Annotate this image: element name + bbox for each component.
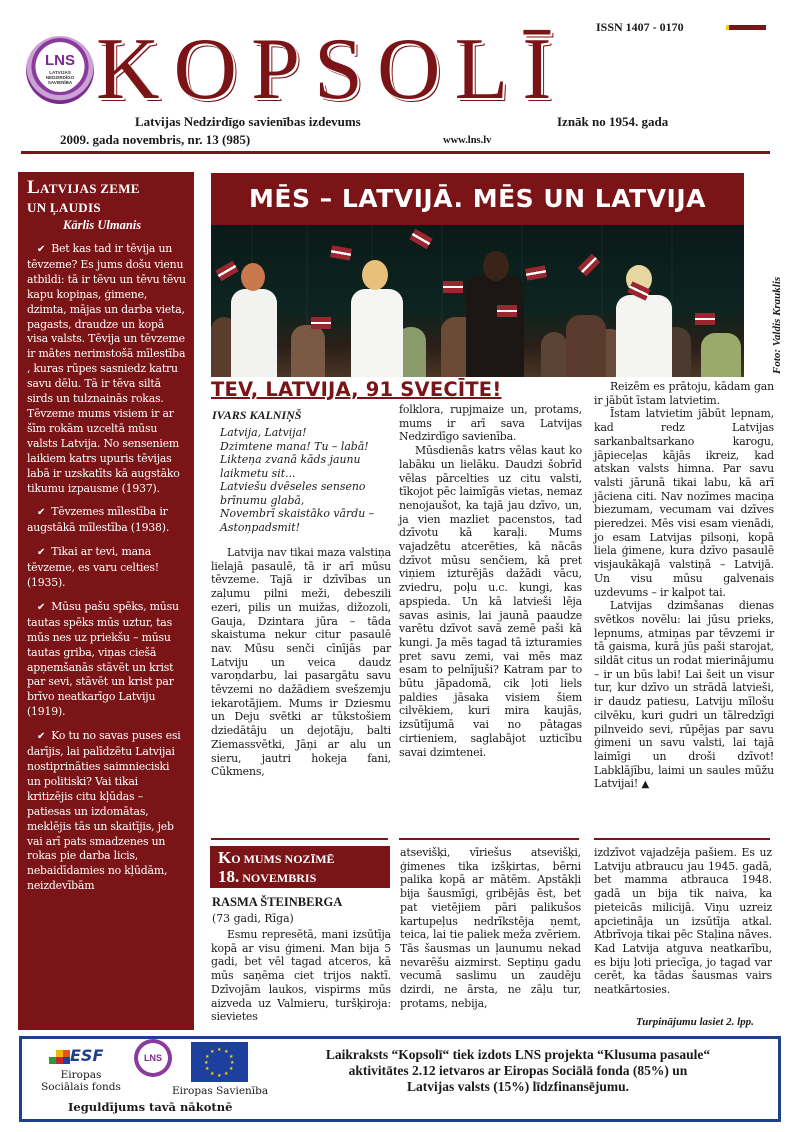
funding-statement: Laikraksts “Kopsolī“ tiek izdots LNS projekta “Klusuma pasaule“ aktivitātes 2.12 ietvaros ar Eiropas Sociālā fonda (85%) un Latvijas valsts (15%) līdzfinansējumu. — [325, 1047, 711, 1094]
article-paragraph: Mūsdienās katrs vēlas kaut ko labāku un lielāku. Daudzi šobrīd vēlas pārcelties uz citu valsti, tīkojot pēc laimīgās vietas, nemaz nenojaušot, ka tajā jau dzīvo, un, ja vien mazliet pacenstos, tad dzīvotu kā karaļi. Mums vajadzētu atcerēties, kā nācās dzīvot mūsu senčiem, kā pret viņiem izturējās dažādi vācu, zviedru, poļu u.c. kungi, kas apspieda. Un kā latvieši lēja savas asinis, lai jaunā paaudze varētu dzīvot savā zemē paši kā kungi. Ja mēs tagad tā izturamies pret savu zemi, vai mēs maz esam to pelnījuši? Katram par to būtu jāpadomā, cik ļoti liels paldies jāsaka visiem šiem cilvēkiem, kuri mira kaujās, izsūtījumā vai no pātagas cirtieniem, saglabājot uzticību savai dzimtenei. — [399, 444, 582, 759]
sidebar-quote: ✔ Bet kas tad ir tēvija un tēvzeme? Es jums došu vienu atbildi: tā ir tēvu un tēvu tēvu kapu kopiņas, ģimene, dzimta, mājas un darba vieta, pagasts, draudze un kopā visa valsts. Tēvija un tēvzeme ir mātes nerimstošā mīlestība , kuras rūpes sasniedz katru savu dēlu. Tā ir tēva siltā sirds un tulznainās rokas. Tēvzeme mums visiem ir ar šīm rokām uzceltā mūsu valsts Latvija. No senseniem laikiem katrs upuris tēvijas labā ir uzskatīts kā augstāko tikumu izpausme (1937). — [27, 242, 186, 495]
lower-story-column-2 — [400, 846, 581, 1010]
continue-note: Turpinājumu lasiet 2. lpp. — [636, 1016, 754, 1028]
sidebar-title: LATVIJAS ZEME UN ĻAUDIS — [27, 177, 140, 215]
masthead-divider — [21, 151, 770, 154]
article-title: TEV, LATVIJA, 91 SVECĪTE! — [211, 378, 502, 401]
poem-line: Likteņa zvanā kāds jaunu laikmetu sit... — [220, 453, 361, 480]
photo-credit: Foto: Valdis Krauklis — [771, 276, 783, 374]
publisher-line: Latvijas Nedzirdīgo savienības izdevums — [135, 114, 361, 129]
sidebar-quote: ✔ Mūsu pašu spēks, mūsu tautas spēks mūs uztur, tas mūs nes uz priekšu – mūsu tautas griba, viņas ciešā apņemšanās stāvēt un krist par sevi, stāvēt un krist par brīvo neatkarīgo Latviju (1919). — [27, 599, 179, 719]
lns-logo-subtext: LATVIJAS NEDZIRDĪGO SAVIENĪBA — [45, 70, 75, 85]
column-divider — [211, 838, 388, 840]
lower-story-paragraph: Esmu represētā, mani izsūtīja kopā ar visu ģimeni. Man bija 5 gadi, bet vēl tagad atceros, kā mūs saņēma ciet trijos naktī. Dzīvojām laukos, vispirms mūs aizveda uz Valmieru, turšķiroja: sievietes — [211, 928, 391, 1024]
check-icon: ✔ — [37, 731, 46, 743]
poem-line: Novembrī skaistāko vārdu – Astoņpadsmit! — [220, 507, 375, 534]
article-column-1 — [211, 546, 391, 779]
article-paragraph: Latvija nav tikai maza valstiņa lielajā pasaulē, tā ir arī mūsu tēvzeme. Tajā ir dzīvības un zaļumu pilni meži, debeszili ezeri, pilis un muižas, dižozoli, Gauja, Dzintara jūra – tāda skaistuma nekur citur pasaulē nav. Mūsu senči cīnījās par Latviju un veica daudz varoņdarbu, lai pasargātu savu tēvzemi no dažādiem svešzemju iekarotājiem. Mums ir Dziesmu un Deju svētki ar tūkstošiem dziedātāju un dejotāju, balti Ziemassvētki, Jāņi ar alu un sieru, jautri hokeja fani, Cūkmens, — [211, 546, 391, 779]
article-poem — [220, 426, 392, 534]
lns-logo-small-icon — [134, 1039, 172, 1077]
sidebar-quotes — [18, 172, 194, 1030]
sidebar-quote: ✔ Tikai ar tevi, mana tēvzeme, es varu celties! (1935). — [27, 545, 159, 590]
esf-logo-icon — [48, 1046, 128, 1068]
decorative-bar — [726, 25, 766, 30]
sidebar-quote: ✔ Tēvzemes mīlestība ir augstākā mīlestība (1938). — [27, 505, 170, 535]
article-paragraph: Īstam latvietim jābūt lepnam, kad redz Latvijas sarkanbaltsarkano karogu, jāpieceļas kājās ikreiz, kad atskan valsts himna. Par savu valsti jārunā tikai labu, kā arī jāciena citi. Nav nozīmes maciņa biezumam, vecumam vai dzīves pieredzei. Mēs visi esam vienādi, jo esam Latvijas pilsoņi, kopā liela ģimene, kura dzīvo pasaulē visjaukākajā valstiņā – Latvijā. Un visu mūsu galvenais uzdevums – ir kalpot tai. — [594, 407, 774, 599]
esf-logo-text: ESF — [70, 1046, 104, 1065]
website-link[interactable]: www.lns.lv — [443, 135, 492, 146]
article-paragraph: Latvijas dzimšanas dienas svētkos novēlu: lai jūsu prieks, lepnums, atmiņas par tēvzemi ir tā gaisma, kurā jūs paši starojat, sildāt citus un rodat mierinājumu – ir un būs labi! Lai šeit un visur tur, kur dzīvo un strādā latvieši, ir daudz patiesu, Latviju mīlošu cilvēku, kuri gudri un tālredzīgi pilnveido sevi, rūpējas par savu ģimeni un savu valsti, lai tajā laimīgi un droši dzīvot! Labklājību, laimi un saules mūžu Latvijai! ▲ — [594, 599, 774, 791]
sidebar-author: Kārlis Ulmanis — [63, 218, 142, 232]
sidebar-quote: ✔ Ko tu no savas puses esi darījis, lai palīdzētu Latvijai nostiprināties saimnieciski un politiski? Vai tikai kritizējis citu kļūdas – patiesas un izdomātas, meklējis tās un skaitījis, jeb vai arī pats smadzenes un rokas pie darba licis, nebaidīdamies no kļūdām, neizdevībām — [27, 729, 181, 893]
article-paragraph: folklora, rupjmaize un, protams, mums ir arī sava Latvijas Nedzirdīgo savienība. — [399, 403, 582, 444]
lower-story-author: RASMA ŠTEINBERGA — [212, 895, 343, 909]
issn-number: ISSN 1407 - 0170 — [596, 20, 684, 34]
poem-line: Latvija, Latvija! — [220, 426, 307, 439]
newspaper-title: KOPSOLĪ — [96, 21, 566, 118]
lower-story-paragraph: atsevišķi, vīriešus atsevišķi, ģimenes tika izšķirtas, bērni palika kopā ar mātēm. Apstākļi bija šausmīgi, gribējās ēst, bet pat vietējiem pāri palikušos kartupeļus nedrīkstēja ņemt, teica, lai tie paliek meža zvēriem. Tās šausmas un ļaunumu nekad nevarēšu aizmirst. Septiņu gadu vecumā saslimu un zaudēju dzirdi, ne ārsta, ne zāļu tur, protams, nebija, — [400, 846, 581, 1010]
column-divider — [594, 838, 770, 840]
lns-logo-small-text: LNS — [144, 1053, 162, 1063]
lower-story-column-3 — [594, 846, 772, 997]
lns-logo-text: LNS — [45, 52, 75, 69]
column-divider — [399, 838, 579, 840]
article-paragraph: Reizēm es prātoju, kādam gan ir jābūt īstam latvietim. — [594, 380, 774, 407]
check-icon: ✔ — [37, 547, 46, 559]
article-column-3 — [594, 380, 774, 792]
end-triangle-icon: ▲ — [641, 779, 649, 791]
published-since: Iznāk no 1954. gada — [557, 114, 669, 129]
article-column-2 — [399, 403, 582, 759]
lower-story-author-info: (73 gadi, Rīga) — [212, 912, 294, 925]
check-icon: ✔ — [37, 601, 46, 613]
event-photo — [211, 225, 744, 377]
lns-logo-icon — [26, 36, 94, 104]
lower-story-paragraph: izdzīvot vajadzēja pašiem. Es uz Latviju atbraucu jau 1945. gadā, bet mamma atbrauca 1948. gadā un bija tik naiva, ka pieteicās milicijā. Viņu uzreiz apcietināja un izsūtīja atkal. Atbrīvoja tikai pēc Staļina nāves. Kad Latvija atguva neatkarību, es biju ļoti priecīga, jo tagad var cerēt, ka tādas šausmas vairs neatkārtosies. — [594, 846, 772, 997]
poem-line: Latviešu dvēseles senseno brīnumu glabā, — [220, 480, 366, 507]
check-icon: ✔ — [37, 507, 46, 519]
footer-slogan: Ieguldījums tavā nākotnē — [68, 1100, 233, 1114]
poem-line: Dzimtene mana! Tu – labā! — [220, 439, 369, 453]
esf-label: Eiropas Sociālais fonds — [41, 1069, 121, 1093]
lower-story-heading: KO MUMS NOZĪMĒ 18. NOVEMBRIS — [210, 846, 390, 888]
issue-info: 2009. gada novembris, nr. 13 (985) — [60, 132, 251, 147]
eu-label: Eiropas Savienība — [172, 1085, 269, 1097]
article-author: IVARS KALNIŅŠ — [212, 408, 302, 422]
check-icon: ✔ — [37, 244, 46, 255]
main-headline: MĒS – LATVIJĀ. MĒS UN LATVIJA — [211, 173, 744, 225]
lower-story-column-1 — [211, 928, 391, 1024]
eu-flag-icon: ★ ★ ★ ★ ★ ★ ★ ★ ★ ★ ★ ★ — [191, 1042, 248, 1082]
